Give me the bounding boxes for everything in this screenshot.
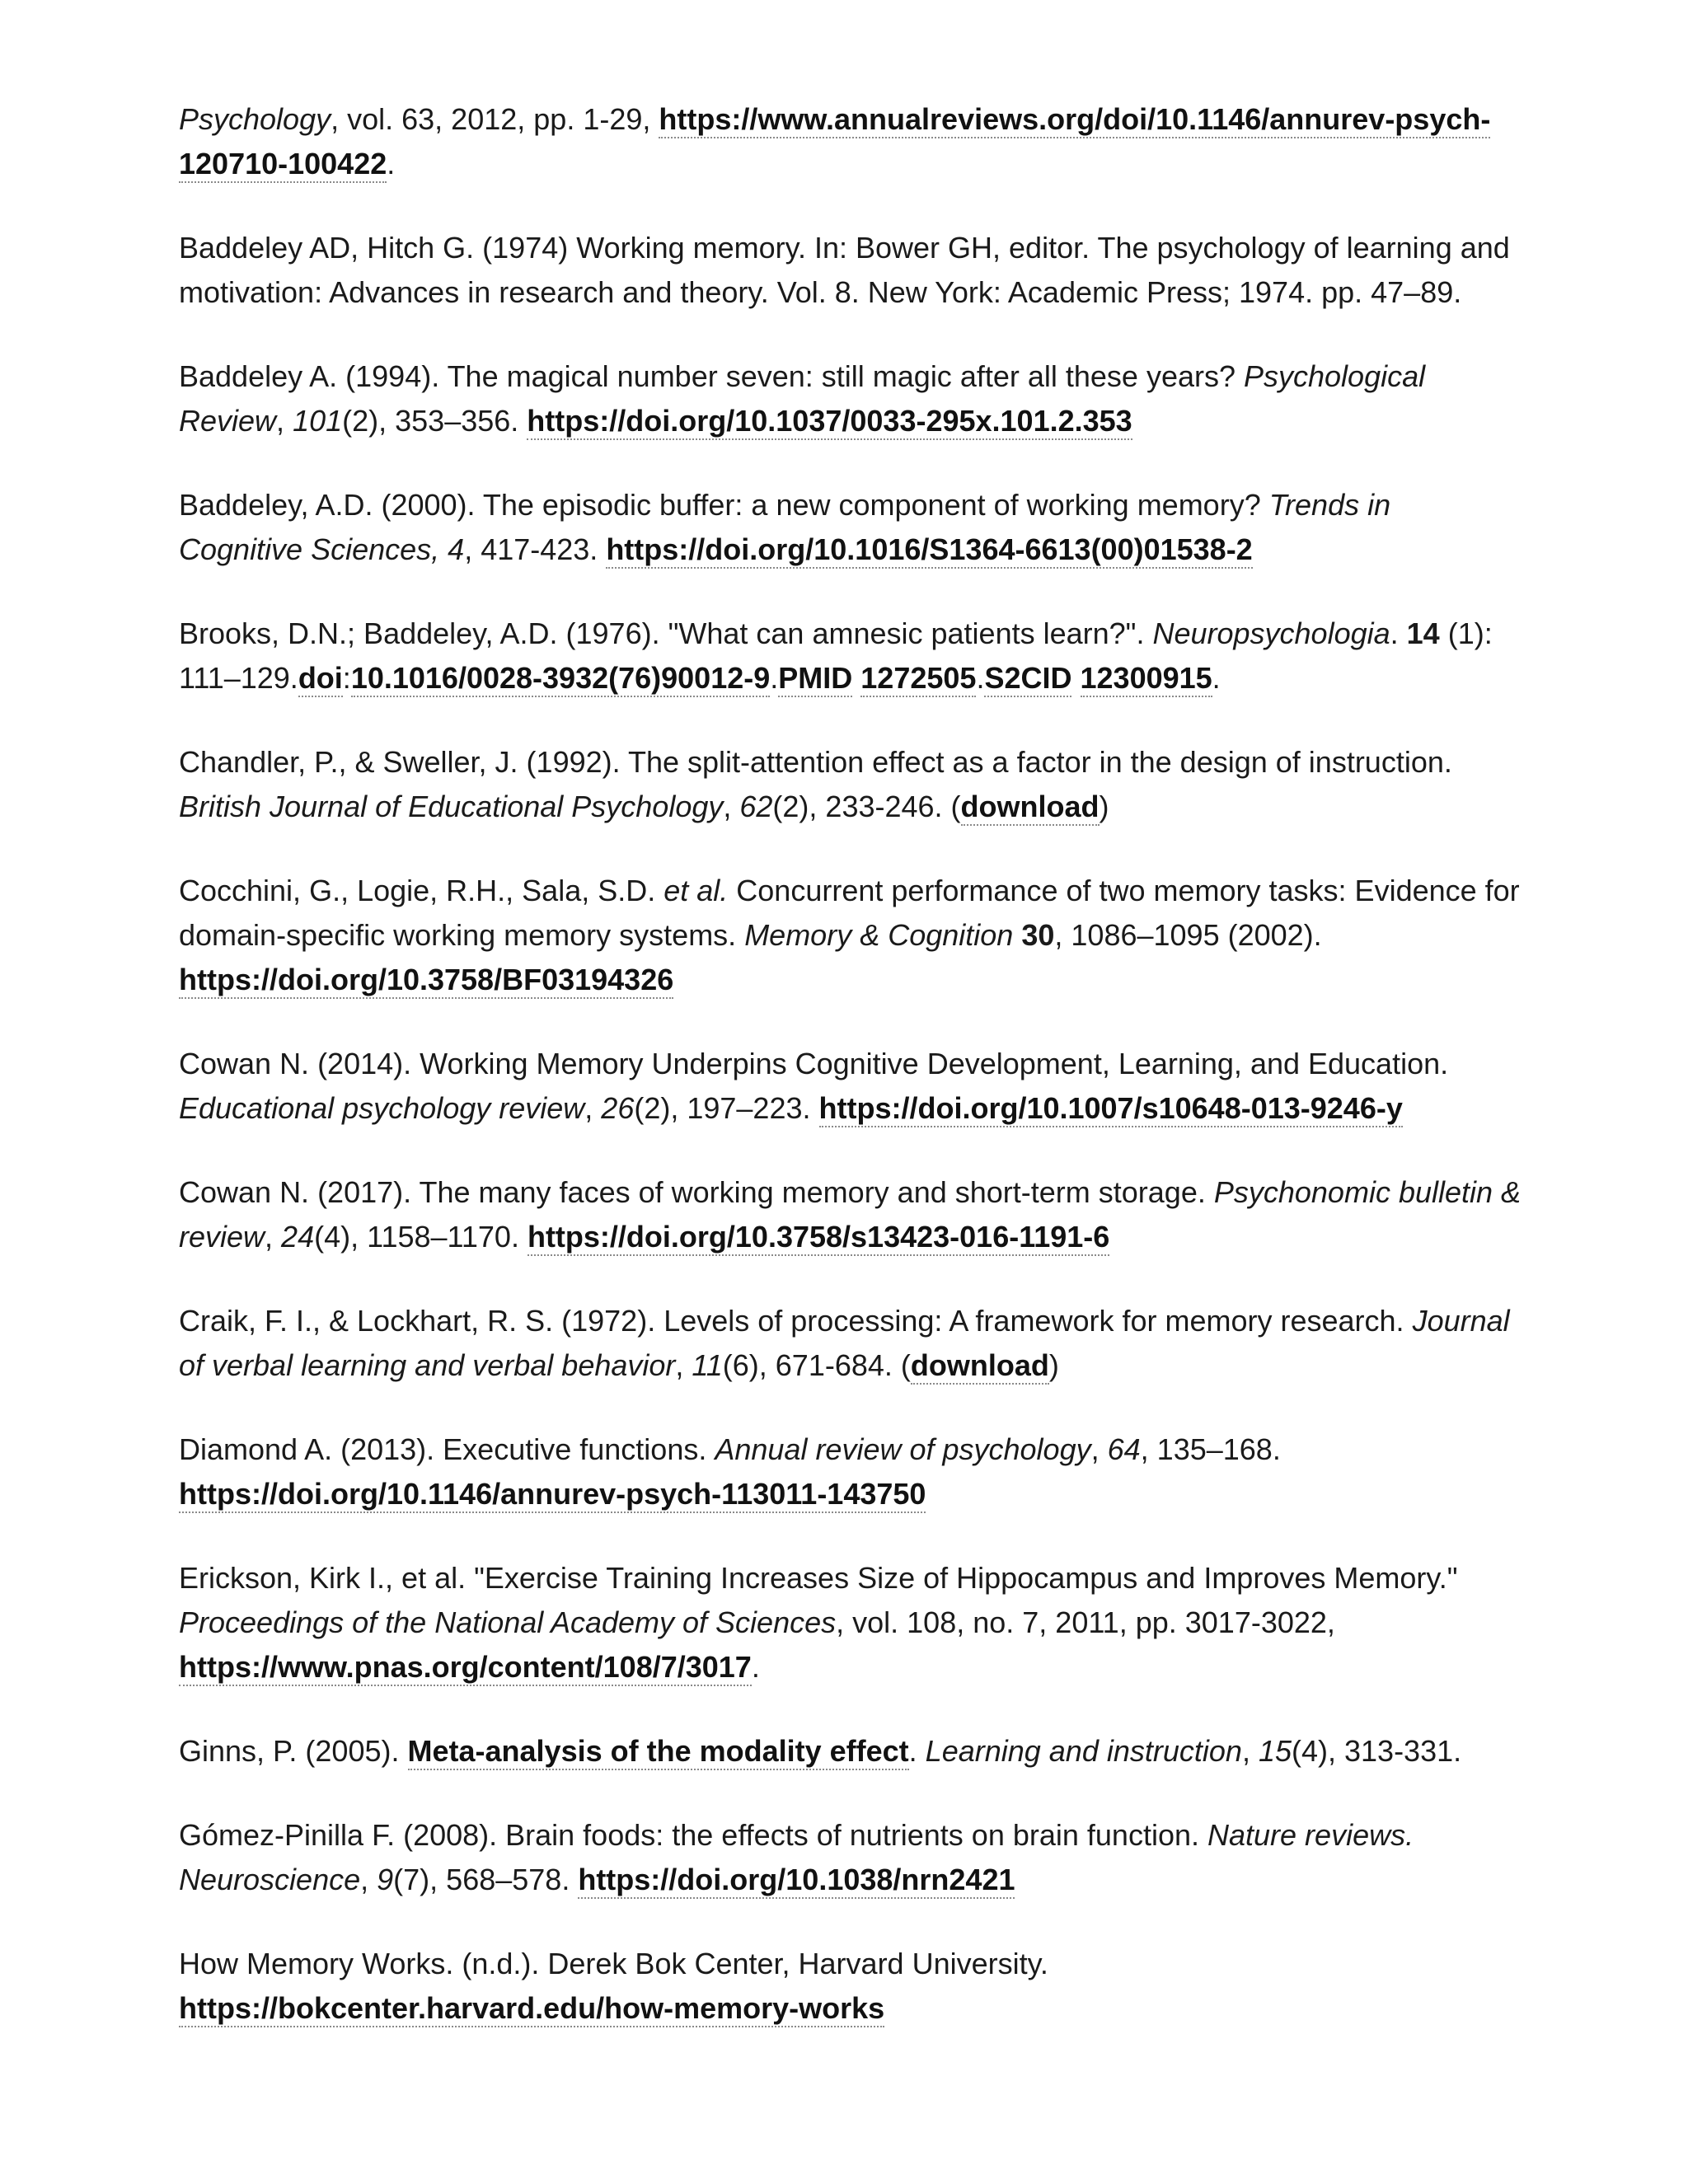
reference-link[interactable]: 10.1016/0028-3932(76)90012-9	[351, 661, 770, 697]
reference-text: ,	[276, 404, 293, 438]
reference-link[interactable]: https://doi.org/10.1037/0033-295x.101.2.353	[527, 404, 1132, 440]
reference-text: Chandler, P., & Sweller, J. (1992). The split-attention effect as a factor in the design of instruction.	[179, 745, 1452, 779]
reference-italic-text: Memory & Cognition	[744, 918, 1014, 952]
reference-text: ,	[723, 790, 740, 823]
reference-italic-text: 26	[601, 1091, 635, 1125]
reference-entry	[179, 1942, 1522, 2031]
reference-italic-text: et al.	[663, 874, 729, 907]
reference-text: (1): 111–129.	[179, 616, 1493, 695]
reference-text: .	[976, 661, 985, 695]
reference-bold-text: 30	[1021, 918, 1055, 952]
reference-text: Diamond A. (2013). Executive functions.	[179, 1432, 715, 1466]
reference-text: .	[770, 661, 779, 695]
reference-text: (6), 671-684. (	[722, 1348, 911, 1382]
reference-entry	[179, 1299, 1522, 1388]
reference-text: .	[1390, 616, 1407, 650]
reference-italic-text: 9	[377, 1863, 394, 1896]
reference-text: Craik, F. I., & Lockhart, R. S. (1972). Levels of processing: A framework for memory research.	[179, 1304, 1413, 1338]
reference-italic-text: Journal of verbal learning and verbal behavior	[179, 1304, 1510, 1382]
reference-text: (2), 197–223.	[634, 1091, 819, 1125]
reference-italic-text: 64	[1107, 1432, 1141, 1466]
reference-link[interactable]: https://doi.org/10.3758/BF03194326	[179, 963, 673, 999]
reference-link[interactable]: https://www.annualreviews.org/doi/10.1146/annurev-psych-120710-100422	[179, 102, 1490, 183]
reference-text: Concurrent performance of two memory tasks: Evidence for domain-specific working memory systems.	[179, 874, 1520, 952]
reference-italic-text: Annual review of psychology	[715, 1432, 1091, 1466]
reference-text	[1071, 661, 1080, 695]
reference-text: Baddeley A. (1994). The magical number seven: still magic after all these years?	[179, 359, 1244, 393]
reference-link[interactable]: https://doi.org/10.1146/annurev-psych-113011-143750	[179, 1477, 926, 1513]
reference-link[interactable]: S2CID	[984, 661, 1071, 697]
reference-link[interactable]: https://bokcenter.harvard.edu/how-memory-works	[179, 1991, 884, 2027]
reference-entry	[179, 1729, 1522, 1774]
reference-link[interactable]: https://doi.org/10.1016/S1364-6613(00)01538-2	[606, 532, 1252, 569]
reference-text: (4), 1158–1170.	[314, 1220, 528, 1254]
reference-entry	[179, 1170, 1522, 1259]
reference-link[interactable]: https://doi.org/10.1007/s10648-013-9246-y	[819, 1091, 1403, 1127]
reference-italic-text: Trends in Cognitive Sciences, 4	[179, 488, 1391, 566]
reference-text: .	[387, 147, 396, 180]
reference-text: Baddeley, A.D. (2000). The episodic buffer: a new component of working memory?	[179, 488, 1269, 522]
reference-entry	[179, 740, 1522, 829]
reference-link[interactable]: https://doi.org/10.1038/nrn2421	[578, 1863, 1015, 1899]
reference-link[interactable]: doi	[298, 661, 343, 697]
reference-text: .	[1212, 661, 1221, 695]
reference-text: Gómez-Pinilla F. (2008). Brain foods: the effects of nutrients on brain function.	[179, 1818, 1207, 1852]
reference-link[interactable]: PMID	[778, 661, 852, 697]
reference-text: (2), 233-246. (	[772, 790, 961, 823]
reference-italic-text: 101	[293, 404, 343, 438]
reference-entry	[179, 612, 1522, 701]
reference-italic-text: Educational psychology review	[179, 1091, 585, 1125]
reference-entry	[179, 1556, 1522, 1690]
reference-italic-text: Proceedings of the National Academy of Sciences	[179, 1605, 837, 1639]
reference-bold-text: 14	[1406, 616, 1440, 650]
reference-text: , 417-423.	[464, 532, 607, 566]
reference-text: Baddeley AD, Hitch G. (1974) Working memory. In: Bower GH, editor. The psychology of learning and motivation: Advances in research and theory. Vol. 8. New York: Academic Press; 1974. pp. 47–89.	[179, 231, 1510, 309]
reference-text	[852, 661, 860, 695]
reference-entry	[179, 1042, 1522, 1131]
reference-text: Cowan N. (2017). The many faces of working memory and short-term storage.	[179, 1175, 1214, 1209]
reference-text: Erickson, Kirk I., et al. "Exercise Training Increases Size of Hippocampus and Improves Memory."	[179, 1561, 1458, 1595]
reference-list	[179, 97, 1522, 2070]
reference-text: .	[908, 1734, 926, 1768]
reference-text: , 1086–1095 (2002).	[1054, 918, 1322, 952]
reference-text	[1013, 918, 1021, 952]
reference-text: Cocchini, G., Logie, R.H., Sala, S.D.	[179, 874, 664, 907]
reference-italic-text: Neuropsychologia	[1152, 616, 1390, 650]
reference-text: , vol. 63, 2012, pp. 1-29,	[331, 102, 659, 136]
reference-entry	[179, 869, 1522, 1002]
reference-text: (7), 568–578.	[393, 1863, 579, 1896]
reference-italic-text: 15	[1258, 1734, 1292, 1768]
reference-link[interactable]: https://www.pnas.org/content/108/7/3017	[179, 1650, 752, 1686]
reference-text: ,	[584, 1091, 602, 1125]
reference-entry	[179, 483, 1522, 572]
reference-italic-text: 11	[692, 1348, 723, 1382]
reference-link[interactable]: https://doi.org/10.3758/s13423-016-1191-6	[528, 1220, 1109, 1256]
reference-text: ,	[1241, 1734, 1259, 1768]
reference-text: (4), 313-331.	[1292, 1734, 1462, 1768]
reference-text: :	[342, 661, 351, 695]
reference-link[interactable]: Meta-analysis of the modality effect	[408, 1734, 909, 1770]
reference-entry	[179, 97, 1522, 186]
reference-link[interactable]: download	[911, 1348, 1049, 1385]
reference-link[interactable]: download	[961, 790, 1100, 826]
reference-text: How Memory Works. (n.d.). Derek Bok Center, Harvard University.	[179, 1947, 1048, 1980]
reference-link[interactable]: 1272505	[860, 661, 976, 697]
reference-italic-text: British Journal of Educational Psychology	[179, 790, 724, 823]
reference-text: ,	[360, 1863, 377, 1896]
reference-text: , vol. 108, no. 7, 2011, pp. 3017-3022,	[836, 1605, 1335, 1639]
reference-text: .	[751, 1650, 760, 1684]
reference-text: (2), 353–356.	[342, 404, 528, 438]
reference-italic-text: Psychonomic bulletin & review	[179, 1175, 1522, 1254]
reference-italic-text: Learning and instruction	[925, 1734, 1242, 1768]
reference-italic-text: 62	[739, 790, 773, 823]
reference-text: )	[1099, 790, 1109, 823]
reference-text: )	[1048, 1348, 1059, 1382]
reference-text: ,	[265, 1220, 282, 1254]
reference-entry	[179, 1813, 1522, 1902]
reference-link[interactable]: 12300915	[1081, 661, 1212, 697]
reference-text: Brooks, D.N.; Baddeley, A.D. (1976). "What can amnesic patients learn?".	[179, 616, 1153, 650]
reference-italic-text: Nature reviews. Neuroscience	[179, 1818, 1414, 1896]
reference-text: Cowan N. (2014). Working Memory Underpins Cognitive Development, Learning, and Education.	[179, 1047, 1449, 1080]
reference-text: , 135–168.	[1140, 1432, 1281, 1466]
reference-text: ,	[1090, 1432, 1108, 1466]
reference-entry	[179, 1427, 1522, 1516]
reference-entry	[179, 226, 1522, 315]
reference-text: Ginns, P. (2005).	[179, 1734, 408, 1768]
reference-italic-text: 24	[281, 1220, 315, 1254]
reference-entry	[179, 354, 1522, 443]
reference-italic-text: Psychological Review	[179, 359, 1426, 438]
reference-italic-text: Psychology	[179, 102, 331, 136]
reference-text: ,	[675, 1348, 692, 1382]
